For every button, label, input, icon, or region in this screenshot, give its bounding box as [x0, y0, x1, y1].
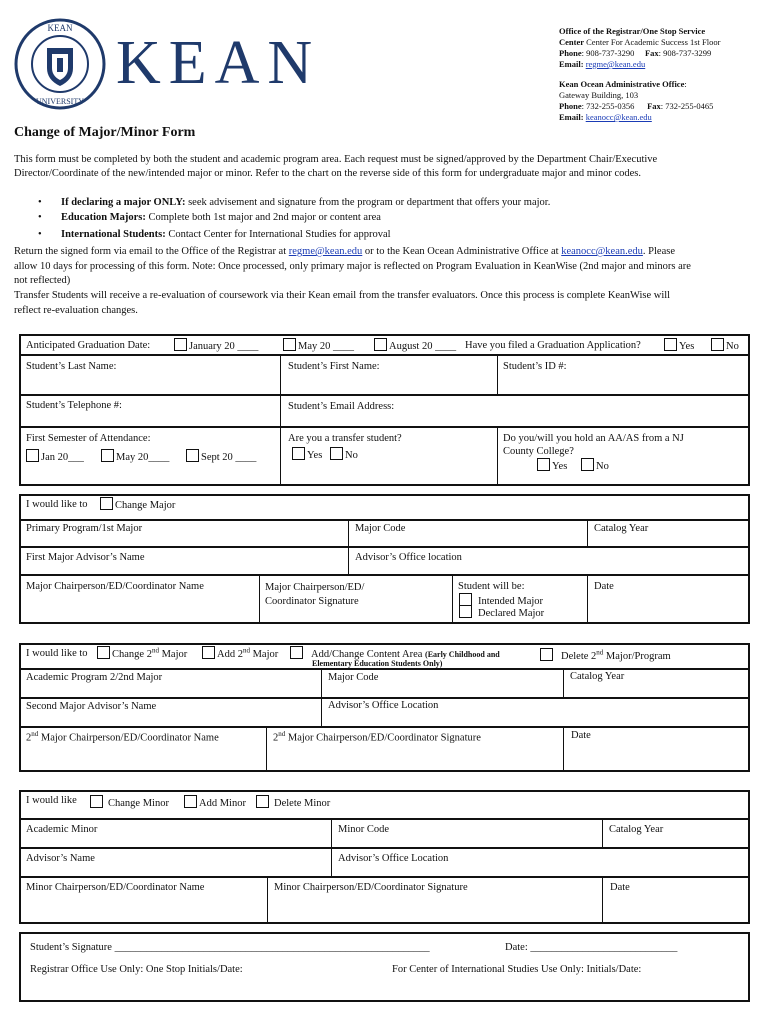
sem-may-option[interactable]: May 20____ — [101, 449, 169, 463]
second-catalog-year-field[interactable]: Catalog Year — [570, 671, 625, 682]
delete-minor-option[interactable]: Delete Minor — [256, 795, 330, 809]
add-2nd-major-checkbox[interactable] — [202, 646, 215, 659]
change-major-checkbox[interactable] — [100, 497, 113, 510]
email-field[interactable]: Student’s Email Address: — [288, 401, 395, 412]
chair-signature-field[interactable]: Major Chairperson/ED/ Coordinator Signature — [265, 582, 365, 607]
minor-code-field[interactable]: Minor Code — [338, 824, 390, 835]
aa-question-line-1: Do you/will you hold an AA/AS from a NJ — [503, 433, 684, 444]
sem-may-checkbox[interactable] — [101, 449, 114, 462]
bullet-international: • — [38, 229, 42, 240]
grad-app-no-checkbox[interactable] — [711, 338, 724, 351]
second-i-would-like: I would like to — [26, 648, 88, 659]
second-date-field[interactable]: Date — [571, 730, 591, 741]
minor-i-would-like: I would like — [26, 795, 77, 806]
transfer-question: Are you a transfer student? — [288, 433, 402, 444]
academic-minor-field[interactable]: Academic Minor — [26, 824, 98, 835]
change-minor-option[interactable]: Change Minor — [90, 795, 169, 809]
registrar-contact: Office of the Registrar/One Stop Service Center Center For Academic Success 1st Floor Phone: 908-737-3290 Fax: 908-737-3299 Email: regme@kean.edu Kean Ocean Administrative Office: Gateway Building, 103 Phone: 732-255-0356 Fax: 732-255-0465 Email: keanocc@kean.edu — [559, 26, 721, 122]
return-line-3: not reflected) — [14, 275, 71, 286]
return-line-1: Return the signed form via email to the Office of the Registrar at regme@kean.edu or to the Kean Ocean Administrative Office at keanocc@kean.edu. Please — [14, 246, 675, 257]
intro-line-1: This form must be completed by both the student and academic program area. Each request must be signed/approved by the Department Chair/Executive — [14, 154, 658, 165]
transfer-line-2: reflect re-evaluation changes. — [14, 305, 138, 316]
transfer-line-1: Transfer Students will receive a re-evaluation of coursework via their Kean email from the transfer evaluators. Once this process is complete KeanWise will — [14, 290, 671, 301]
grad-app-yes-option[interactable]: Yes — [664, 338, 694, 352]
bullet-declaring-text: If declaring a major ONLY: seek advisement and signature from the program or department that offers your major. — [61, 197, 551, 208]
delete-minor-checkbox[interactable] — [256, 795, 269, 808]
add-2nd-major-option[interactable] — [202, 646, 278, 660]
last-name-field[interactable]: Student’s Last Name: — [26, 361, 117, 372]
return-line-2: allow 10 days for processing of this form. Note: Once processed, only primary major is reflected on Program Evaluation in KeanWise (2nd major and minors are — [14, 261, 691, 272]
sem-sept-option[interactable]: Sept 20 ____ — [186, 449, 256, 463]
minor-chair-signature-field[interactable]: Minor Chairperson/ED/Coordinator Signature — [274, 882, 468, 893]
minor-catalog-year-field[interactable]: Catalog Year — [609, 824, 664, 835]
grad-app-yes-checkbox[interactable] — [664, 338, 677, 351]
major-i-would-like: I would like to — [26, 499, 88, 510]
aa-no-option[interactable]: No — [581, 458, 609, 472]
early-childhood-note: Elementary Education Students Only) — [312, 659, 443, 668]
minor-advisor-office-field[interactable]: Advisor’s Office Location — [338, 853, 449, 864]
add-minor-option[interactable]: Add Minor — [184, 795, 246, 809]
bullet-declaring: • — [38, 197, 42, 208]
add-content-area-option[interactable]: Add/Change Content Area (Early Childhood and — [290, 646, 500, 660]
grad-application-question: Have you filed a Graduation Application? — [465, 340, 641, 351]
minor-date-field[interactable]: Date — [610, 882, 630, 893]
minor-advisor-name-field[interactable]: Advisor’s Name — [26, 853, 95, 864]
transfer-yes-option[interactable]: Yes — [292, 447, 322, 461]
advisor-office-field[interactable]: Advisor’s Office location — [355, 552, 462, 563]
bullet-education-text: Education Majors: Complete both 1st major and 2nd major or content area — [61, 212, 381, 223]
add-content-area-checkbox[interactable] — [290, 646, 303, 659]
second-major-code-field[interactable]: Major Code — [328, 672, 379, 683]
change-2nd-major-option[interactable] — [97, 646, 187, 660]
return-registrar-email-link[interactable]: regme@kean.edu — [288, 246, 363, 257]
grad-aug-option[interactable]: August 20 ____ — [374, 338, 456, 352]
grad-may-option[interactable]: May 20 ____ — [283, 338, 354, 352]
logo-word: KEAN — [116, 29, 321, 97]
registrar-use-only: Registrar Office Use Only: One Stop Initials/Date: — [30, 964, 243, 975]
chair-name-field[interactable]: Major Chairperson/ED/Coordinator Name — [26, 581, 204, 592]
transfer-no-checkbox[interactable] — [330, 447, 343, 460]
transfer-no-option[interactable]: No — [330, 447, 358, 461]
sem-jan-option[interactable]: Jan 20___ — [26, 449, 84, 463]
catalog-year-field[interactable]: Catalog Year — [594, 523, 649, 534]
add-2nd-major-label: Add 2nd Major — [217, 646, 279, 660]
change-minor-checkbox[interactable] — [90, 795, 103, 808]
return-ocean-email-link[interactable]: keanocc@kean.edu — [561, 246, 643, 257]
delete-2nd-major-checkbox[interactable] — [540, 648, 553, 661]
grad-jan-checkbox[interactable] — [174, 338, 187, 351]
second-advisor-office-field[interactable]: Advisor’s Office Location — [328, 700, 439, 711]
grad-aug-checkbox[interactable] — [374, 338, 387, 351]
cis-use-only: For Center of International Studies Use Only: Initials/Date: — [392, 964, 642, 975]
svg-text:KEAN: KEAN — [47, 23, 73, 33]
grad-jan-option[interactable]: January 20 ____ — [174, 338, 258, 352]
student-will-be-label: Student will be: — [458, 581, 525, 592]
aa-question-line-2: County College? — [503, 446, 574, 457]
kean-seal-logo — [14, 18, 106, 110]
delete-2nd-major-option[interactable] — [540, 648, 671, 662]
declared-major-option[interactable]: Declared Major — [459, 605, 544, 619]
ocean-email-link[interactable]: keanocc@kean.edu — [585, 112, 652, 122]
primary-program-field[interactable]: Primary Program/1st Major — [26, 523, 143, 534]
delete-2nd-major-label: Delete 2nd Major/Program — [561, 648, 671, 662]
add-minor-checkbox[interactable] — [184, 795, 197, 808]
grad-may-checkbox[interactable] — [283, 338, 296, 351]
svg-text:UNIVERSITY: UNIVERSITY — [36, 97, 84, 106]
sem-jan-checkbox[interactable] — [26, 449, 39, 462]
aa-no-checkbox[interactable] — [581, 458, 594, 471]
first-name-field[interactable]: Student’s First Name: — [288, 361, 380, 372]
change-2nd-major-label: Change 2nd Major — [112, 646, 188, 660]
sem-sept-checkbox[interactable] — [186, 449, 199, 462]
kean-wordmark — [116, 28, 320, 98]
second-advisor-name-field[interactable]: Second Major Advisor’s Name — [26, 701, 157, 712]
change-major-option[interactable]: Change Major — [100, 497, 175, 511]
form-title: Change of Major/Minor Form — [14, 125, 196, 140]
transfer-yes-checkbox[interactable] — [292, 447, 305, 460]
bullet-education: • — [38, 212, 42, 223]
second-chair-signature-field[interactable]: 2nd Major Chairperson/ED/Coordinator Signature — [273, 730, 481, 744]
intro-line-2: Director/Coordinate of the new/intended major or minor. Refer to the chart on the reverse side of this form for undergraduate major and minor codes. — [14, 168, 641, 179]
bullet-international-text: International Students: Contact Center for International Studies for approval — [61, 229, 391, 240]
student-signature-line[interactable]: Student’s Signature ____________________________________________________________ — [30, 942, 430, 953]
student-id-field[interactable]: Student’s ID #: — [503, 361, 567, 372]
minor-chair-name-field[interactable]: Minor Chairperson/ED/Coordinator Name — [26, 882, 205, 893]
advisor-name-field[interactable]: First Major Advisor’s Name — [26, 552, 145, 563]
major-code-field[interactable]: Major Code — [355, 523, 406, 534]
major-date-field[interactable]: Date — [594, 581, 614, 592]
registrar-email-link[interactable]: regme@kean.edu — [585, 59, 646, 69]
change-2nd-major-checkbox[interactable] — [97, 646, 110, 659]
telephone-field[interactable]: Student’s Telephone #: — [26, 400, 122, 411]
grad-app-no-option[interactable]: No — [711, 338, 739, 352]
second-chair-name-field[interactable]: 2nd Major Chairperson/ED/Coordinator Name — [26, 730, 219, 744]
academic-program-2-field[interactable]: Academic Program 2/2nd Major — [26, 672, 163, 683]
aa-yes-option[interactable]: Yes — [537, 458, 567, 472]
declared-major-checkbox[interactable] — [459, 605, 472, 618]
aa-yes-checkbox[interactable] — [537, 458, 550, 471]
grad-date-label: Anticipated Graduation Date: — [26, 340, 151, 351]
intended-major-option[interactable]: Intended Major — [459, 593, 543, 607]
signature-date-line[interactable]: Date: ____________________________ — [505, 942, 678, 953]
first-semester-label: First Semester of Attendance: — [26, 433, 151, 444]
